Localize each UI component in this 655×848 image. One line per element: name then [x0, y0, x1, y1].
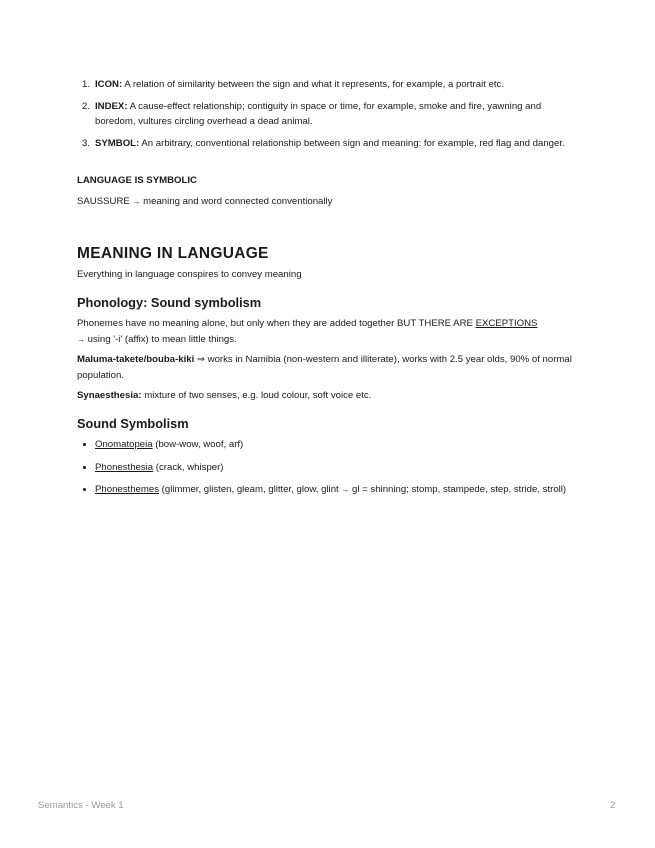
arrow-icon: →	[341, 485, 350, 494]
term-icon: ICON:	[95, 79, 123, 90]
phonology-paragraph	[77, 316, 577, 347]
phonology-text: Phonemes have no meaning alone, but only when they are added together BUT THERE ARE	[77, 318, 476, 329]
item-text: (crack, whisper)	[153, 461, 224, 473]
sign-types-list	[77, 77, 577, 157]
item-text-cont: gl = shinning; stomp, stampede, step, stride, stroll)	[349, 484, 567, 495]
onomatopeia-term: Onomatopeia	[95, 439, 153, 450]
phonesthemes-term: Phonesthemes	[95, 484, 159, 495]
synaesthesia-text: mixture of two senses, e.g. loud colour, soft voice etc.	[141, 390, 372, 401]
arrow-icon: →	[77, 334, 85, 344]
saussure-label: SAUSSURE	[77, 196, 130, 207]
list-item	[77, 482, 577, 498]
maluma-text: ⇒ works in Namibia (non-western and illiterate), works with 2.5 year olds, 90% of normal population.	[77, 354, 572, 381]
list-item	[77, 99, 577, 130]
bullet-icon	[83, 443, 86, 446]
phonology-cont: using '-i' (affix) to mean little things.	[85, 333, 237, 345]
list-number: 2.	[82, 100, 91, 112]
saussure-text: meaning and word connected conventionally	[140, 196, 333, 207]
sound-symbolism-heading: Sound Symbolism	[77, 416, 189, 431]
bullet-icon	[83, 488, 86, 491]
list-number: 1.	[82, 79, 91, 90]
term-index: INDEX:	[95, 100, 128, 112]
maluma-term: Maluma-takete/bouba-kiki	[77, 354, 195, 365]
term-symbol: SYMBOL:	[95, 137, 140, 149]
arrow-icon: →	[132, 197, 141, 206]
meaning-intro: Everything in language conspires to convey meaning	[77, 269, 302, 280]
term-definition: A relation of similarity between the sign and what it represents, for example, a portrait etc.	[122, 79, 504, 90]
language-symbolic-heading: LANGUAGE IS SYMBOLIC	[77, 175, 197, 186]
bullet-icon	[83, 466, 86, 469]
page-number: 2	[610, 800, 616, 811]
footer-title: Semantics - Week 1	[38, 800, 124, 811]
item-text: (glimmer, glisten, gleam, glitter, glow, glint	[159, 484, 342, 495]
synaesthesia-paragraph	[77, 388, 577, 404]
list-item	[77, 460, 577, 476]
list-number: 3.	[82, 137, 91, 149]
list-item	[77, 437, 577, 453]
list-item	[77, 77, 577, 93]
meaning-heading: MEANING IN LANGUAGE	[77, 245, 269, 262]
exceptions-link: EXCEPTIONS	[475, 318, 538, 329]
list-item	[77, 136, 577, 152]
phonology-heading: Phonology: Sound symbolism	[77, 295, 262, 310]
term-definition: A cause-effect relationship; contiguity in space or time, for example, smoke and fire, yawning and boredom, vultures circling overhead a dead animal.	[95, 100, 542, 127]
saussure-line	[77, 194, 577, 210]
term-definition: An arbitrary, conventional relationship between sign and meaning: for example, red flag and danger.	[139, 137, 565, 149]
sound-symbolism-list	[77, 437, 577, 505]
item-text: (bow-wow, woof, arf)	[152, 439, 244, 450]
maluma-paragraph	[77, 352, 577, 383]
phonesthesia-term: Phonesthesia	[95, 461, 154, 473]
synaesthesia-term: Synaesthesia:	[77, 390, 142, 401]
